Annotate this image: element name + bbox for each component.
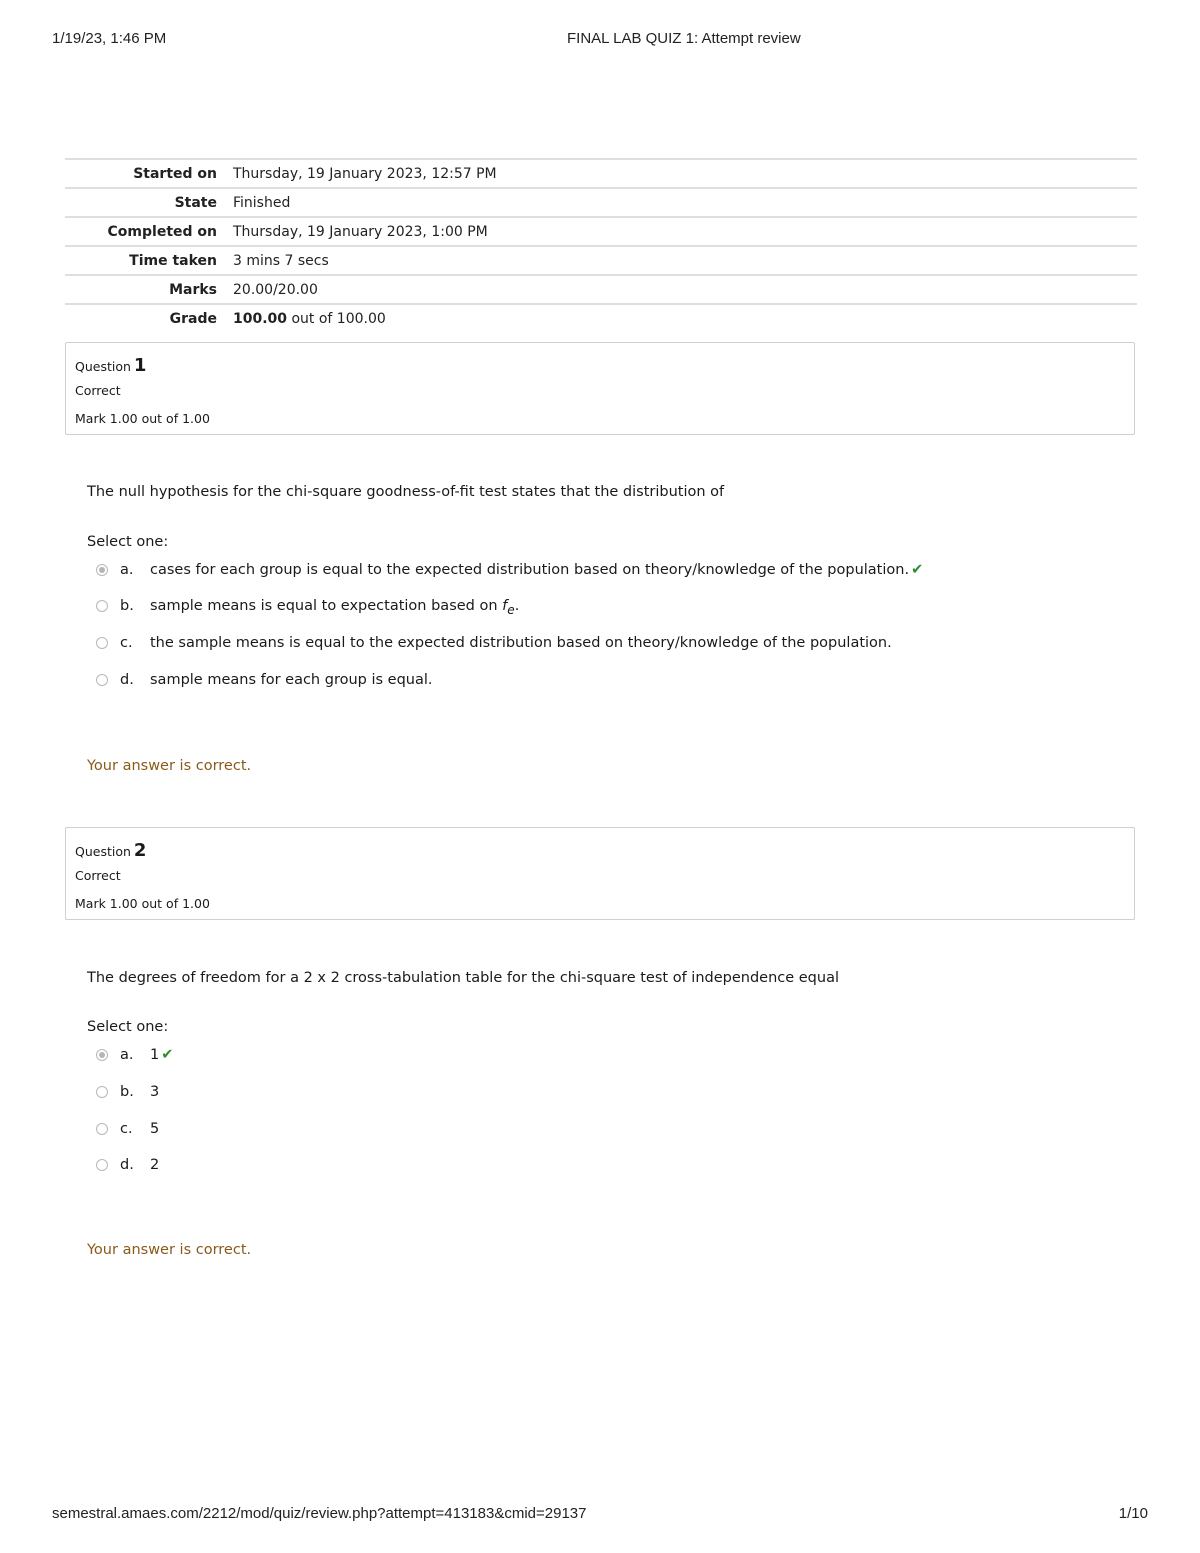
question-state: Correct bbox=[75, 868, 121, 883]
summary-row bbox=[65, 217, 1137, 246]
symbol-f: f bbox=[502, 598, 508, 614]
answer-feedback: Your answer is correct. bbox=[87, 758, 252, 774]
answer-letter: c. bbox=[120, 1121, 133, 1137]
summary-label: Marks bbox=[169, 281, 217, 298]
grade-score: 100.00 bbox=[233, 310, 288, 327]
question-grade: Mark 1.00 out of 1.00 bbox=[75, 896, 210, 911]
answer-letter: d. bbox=[120, 1157, 134, 1173]
radio-button[interactable] bbox=[96, 637, 108, 649]
summary-label: Grade bbox=[169, 310, 217, 327]
question-info-box bbox=[65, 827, 1135, 920]
summary-value: Thursday, 19 January 2023, 12:57 PM bbox=[233, 165, 497, 182]
print-datetime: 1/19/23, 1:46 PM bbox=[52, 30, 167, 47]
answer-letter: b. bbox=[120, 1084, 134, 1100]
question-label: Question bbox=[75, 844, 131, 859]
radio-button[interactable] bbox=[96, 564, 108, 576]
attempt-summary-table bbox=[65, 158, 1137, 332]
summary-label: Completed on bbox=[107, 223, 217, 240]
summary-value: Finished bbox=[233, 194, 291, 211]
summary-label: Time taken bbox=[129, 252, 217, 269]
summary-value: Thursday, 19 January 2023, 1:00 PM bbox=[233, 223, 488, 240]
answer-text: 5 bbox=[150, 1121, 160, 1137]
grade-out-of: out of 100.00 bbox=[287, 310, 386, 327]
select-one-prompt: Select one: bbox=[87, 1019, 169, 1035]
question-info-box bbox=[65, 342, 1135, 435]
summary-value bbox=[233, 304, 1137, 332]
answer-label: sample means is equal to expectation based on bbox=[150, 598, 503, 614]
symbol-subscript-e: e bbox=[507, 602, 515, 617]
question-grade: Mark 1.00 out of 1.00 bbox=[75, 411, 210, 426]
radio-button[interactable] bbox=[96, 674, 108, 686]
answer-letter: d. bbox=[120, 672, 134, 688]
radio-button[interactable] bbox=[96, 600, 108, 612]
answer-text bbox=[150, 1047, 173, 1063]
radio-button[interactable] bbox=[96, 1086, 108, 1098]
question-number bbox=[75, 355, 146, 376]
radio-button[interactable] bbox=[96, 1123, 108, 1135]
page-url: semestral.amaes.com/2212/mod/quiz/review.php?attempt=413183&cmid=29137 bbox=[52, 1505, 587, 1522]
summary-row bbox=[65, 246, 1137, 275]
summary-label: Started on bbox=[133, 165, 217, 182]
summary-row bbox=[65, 304, 1137, 332]
answer-text: sample means for each group is equal. bbox=[150, 672, 433, 688]
question-number-value: 1 bbox=[133, 355, 147, 376]
radio-button[interactable] bbox=[96, 1159, 108, 1171]
question-text: The null hypothesis for the chi-square goodness-of-fit test states that the distribution of bbox=[87, 484, 725, 500]
answer-letter: a. bbox=[120, 562, 134, 578]
select-one-prompt: Select one: bbox=[87, 534, 169, 550]
answer-letter: b. bbox=[120, 598, 134, 614]
summary-value: 20.00/20.00 bbox=[233, 281, 318, 298]
correct-check-icon: ✔ bbox=[911, 562, 924, 578]
print-header bbox=[52, 30, 1148, 50]
summary-value: 3 mins 7 secs bbox=[233, 252, 329, 269]
answer-label-end: . bbox=[514, 598, 520, 614]
correct-check-icon: ✔ bbox=[161, 1047, 174, 1063]
answer-text bbox=[150, 598, 519, 617]
summary-label: State bbox=[174, 194, 217, 211]
answer-feedback: Your answer is correct. bbox=[87, 1242, 252, 1258]
summary-row bbox=[65, 275, 1137, 304]
question-number-value: 2 bbox=[133, 840, 147, 861]
question-text: The degrees of freedom for a 2 x 2 cross-tabulation table for the chi-square test of independence equal bbox=[87, 970, 839, 986]
radio-button[interactable] bbox=[96, 1049, 108, 1061]
answer-label: 1 bbox=[150, 1047, 160, 1063]
answer-letter: c. bbox=[120, 635, 133, 651]
answer-letter: a. bbox=[120, 1047, 134, 1063]
summary-row bbox=[65, 159, 1137, 188]
answer-text: 3 bbox=[150, 1084, 160, 1100]
answer-text bbox=[150, 562, 923, 578]
question-state: Correct bbox=[75, 383, 121, 398]
question-label: Question bbox=[75, 359, 131, 374]
answer-text: 2 bbox=[150, 1157, 160, 1173]
page-number: 1/10 bbox=[1118, 1505, 1148, 1522]
summary-row bbox=[65, 188, 1137, 217]
question-number bbox=[75, 840, 146, 861]
print-title: FINAL LAB QUIZ 1: Attempt review bbox=[567, 30, 801, 47]
print-footer bbox=[52, 1505, 1148, 1525]
answer-text: the sample means is equal to the expected distribution based on theory/knowledge of the population. bbox=[150, 635, 892, 651]
answer-label: cases for each group is equal to the expected distribution based on theory/knowledge of the population. bbox=[150, 562, 910, 578]
